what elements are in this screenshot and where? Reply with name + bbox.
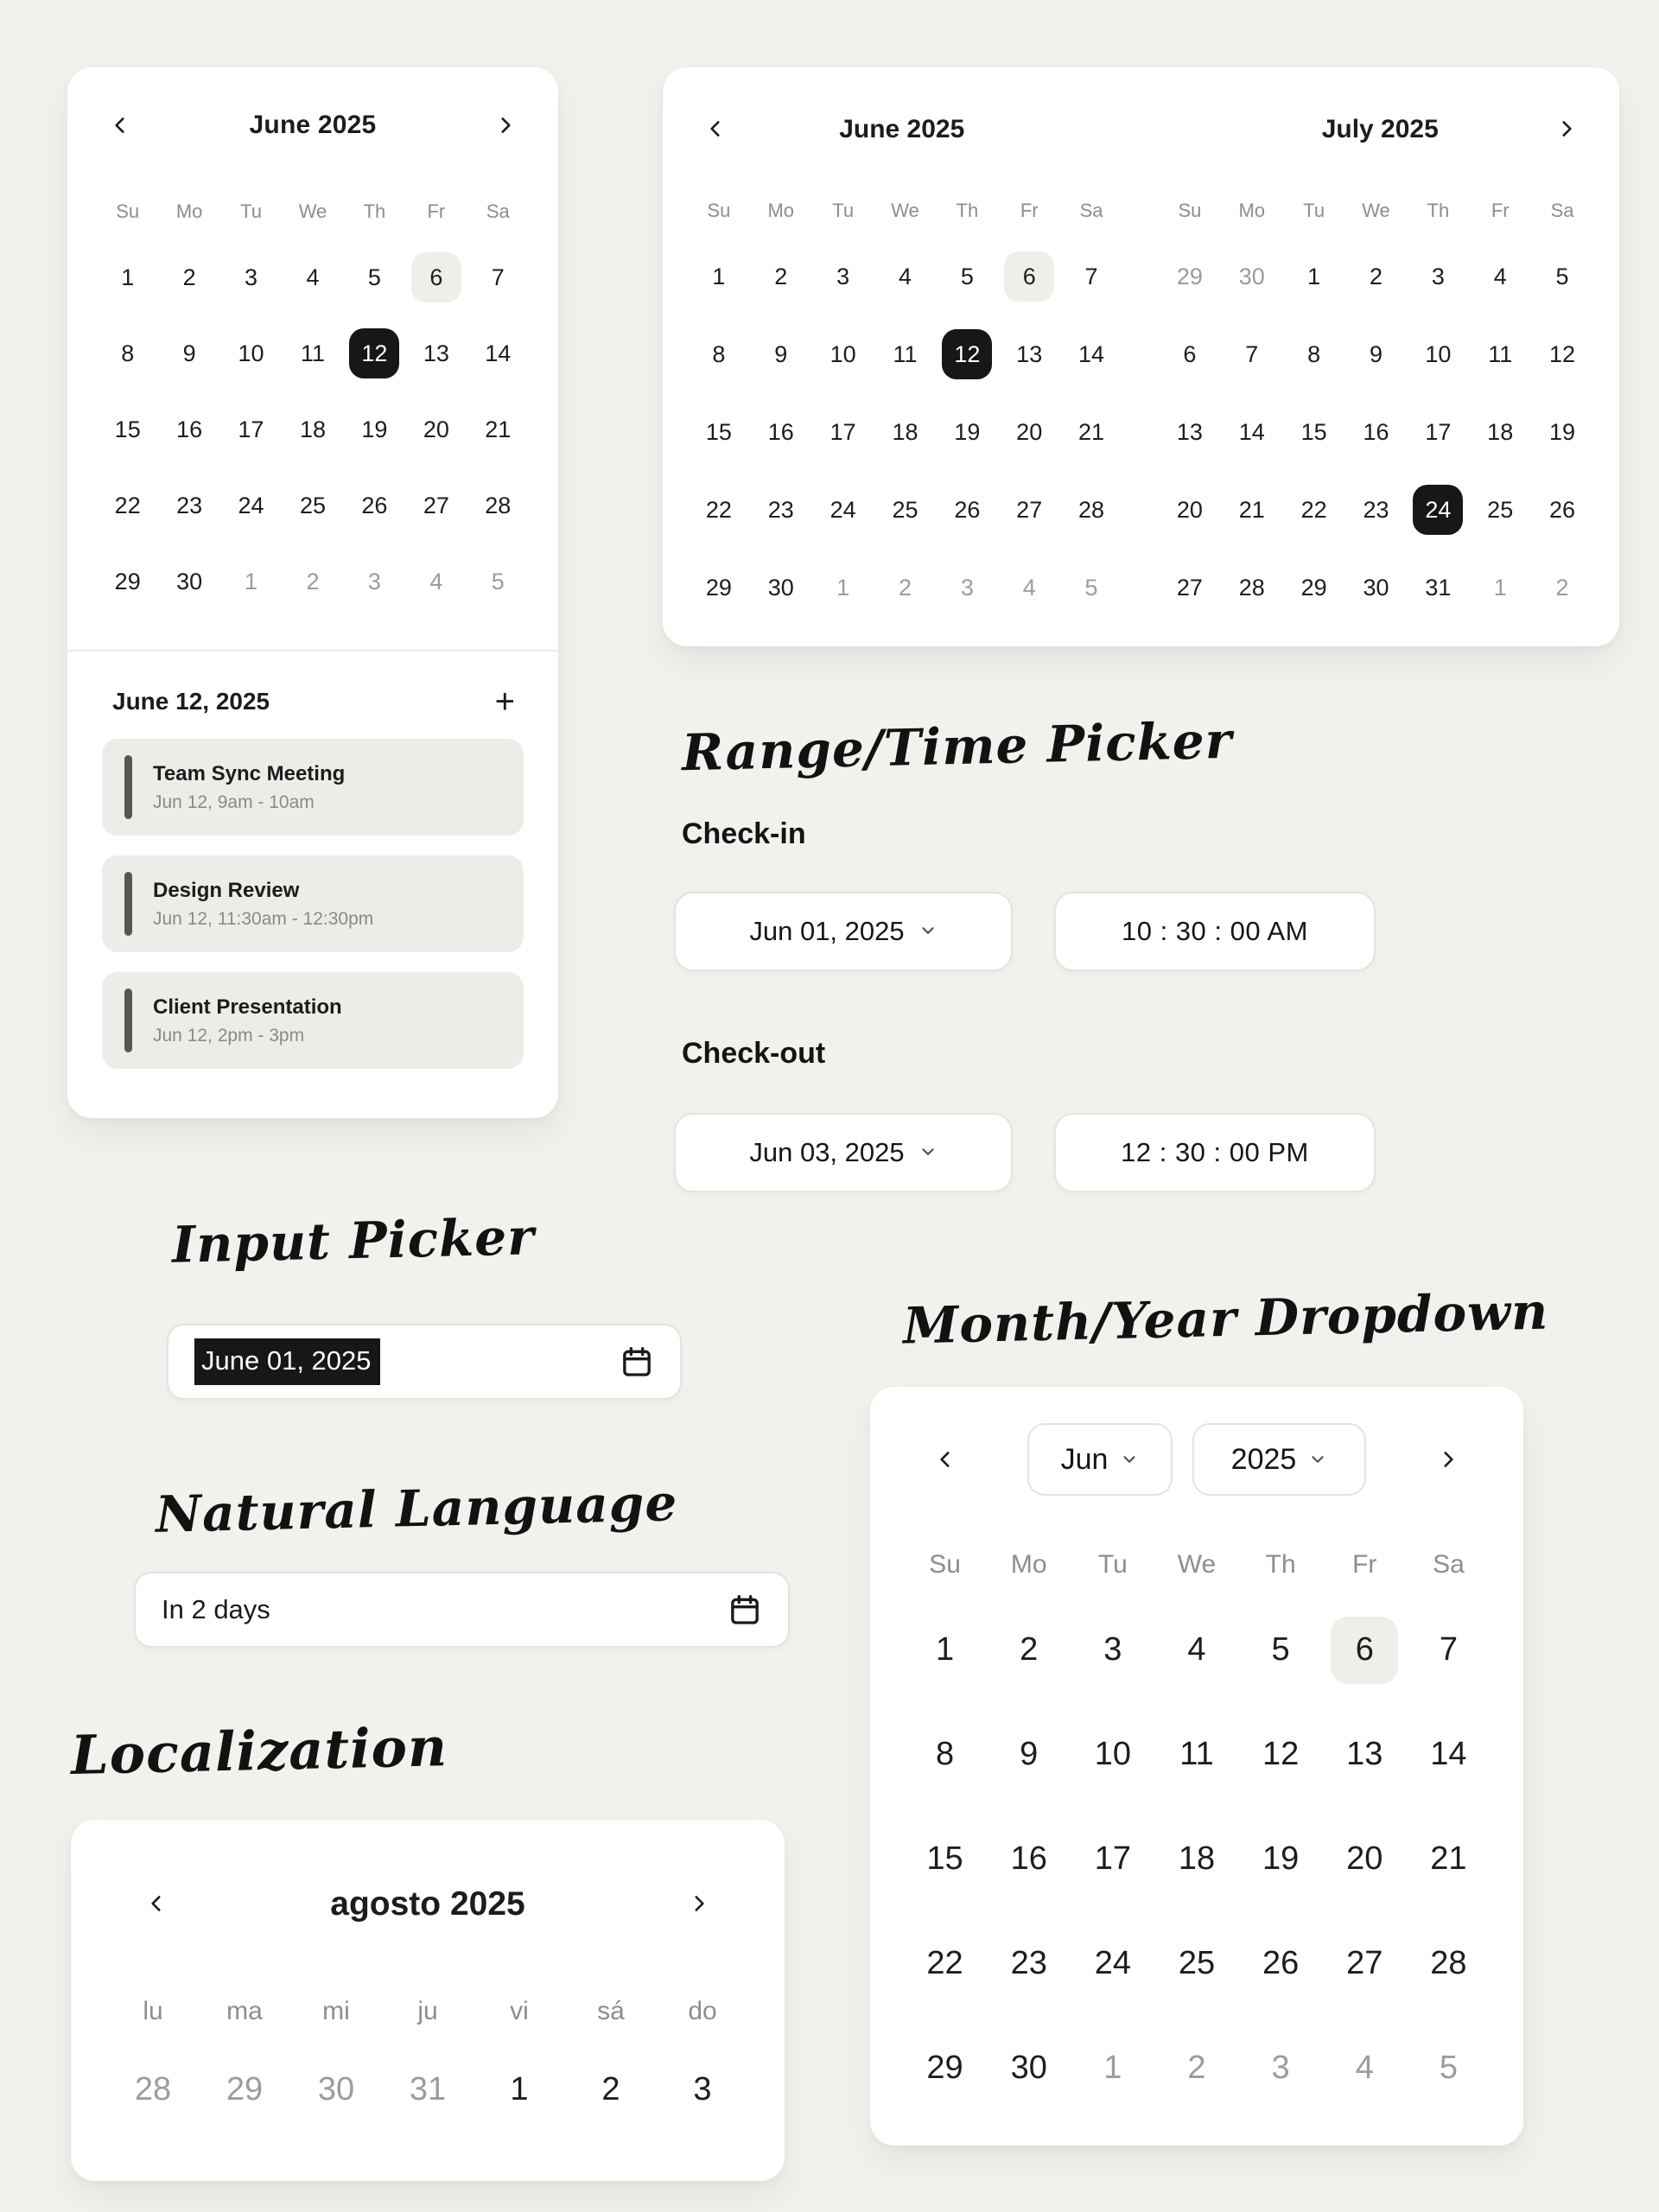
day-cell[interactable]: 22 bbox=[926, 1945, 963, 1981]
day-cell[interactable]: 8 bbox=[121, 340, 135, 366]
day-cell[interactable]: 13 bbox=[1016, 340, 1043, 367]
day-cell[interactable]: 28 bbox=[1430, 1945, 1467, 1981]
day-cell[interactable]: 1 bbox=[1493, 574, 1507, 601]
weekday-row bbox=[97, 193, 529, 231]
day-cell[interactable]: 14 bbox=[1078, 340, 1105, 367]
day-cell[interactable]: 29 bbox=[1300, 574, 1327, 601]
day-cell[interactable]: 17 bbox=[830, 418, 856, 445]
day-cell[interactable]: 14 bbox=[485, 340, 512, 366]
year-select[interactable] bbox=[1192, 1423, 1366, 1496]
day-cell[interactable]: 2 bbox=[1369, 263, 1382, 289]
year-select-value: 2025 bbox=[1230, 1442, 1297, 1476]
day-cell[interactable]: 1 bbox=[121, 264, 135, 290]
chevron-down-icon bbox=[1120, 1443, 1139, 1477]
day-cell[interactable]: 28 bbox=[1238, 574, 1265, 601]
day-cell[interactable]: 2 bbox=[898, 574, 912, 601]
month-grid-july bbox=[1159, 192, 1593, 626]
day-cell[interactable]: 13 bbox=[423, 340, 449, 366]
day-cell[interactable]: 29 bbox=[226, 2070, 264, 2107]
day-cell[interactable]: 1 bbox=[836, 574, 850, 601]
weekday-label: Tu bbox=[1097, 1550, 1128, 1579]
day-cell[interactable]: 8 bbox=[935, 1736, 955, 1772]
day-cell[interactable]: 18 bbox=[299, 416, 326, 442]
day-cell-today[interactable]: 6 bbox=[1004, 251, 1054, 302]
day-cell[interactable]: 27 bbox=[1016, 496, 1043, 523]
weekday-row bbox=[688, 192, 1122, 230]
day-cell[interactable]: 2 bbox=[1555, 574, 1569, 601]
weekday-label: Sa bbox=[1433, 1550, 1465, 1579]
day-cell[interactable]: 20 bbox=[1016, 418, 1043, 445]
month-title: July 2025 bbox=[1321, 115, 1439, 143]
range-calendar-card bbox=[663, 67, 1619, 646]
events-date-label: June 12, 2025 bbox=[112, 688, 270, 715]
day-cell[interactable]: 5 bbox=[367, 264, 381, 290]
day-cell[interactable]: 30 bbox=[1010, 2050, 1047, 2086]
day-cell[interactable]: 25 bbox=[1487, 496, 1514, 523]
weekday-label: Th bbox=[363, 200, 386, 222]
day-cell[interactable]: 14 bbox=[1238, 418, 1265, 445]
event-item[interactable] bbox=[102, 972, 524, 1069]
day-cell[interactable]: 3 bbox=[1271, 2050, 1290, 2086]
day-cell[interactable]: 5 bbox=[1555, 263, 1569, 289]
weekday-label: Sa bbox=[1550, 200, 1574, 221]
weekday-label: We bbox=[1362, 200, 1390, 221]
day-cell[interactable]: 9 bbox=[182, 340, 196, 366]
day-cell[interactable]: 29 bbox=[926, 2050, 963, 2086]
input-text: In 2 days bbox=[162, 1594, 270, 1624]
day-cell[interactable]: 15 bbox=[1300, 418, 1327, 445]
weekday-row bbox=[107, 1986, 748, 2037]
day-cell[interactable]: 5 bbox=[1271, 1631, 1290, 1668]
day-cell[interactable]: 18 bbox=[892, 418, 918, 445]
date-input[interactable] bbox=[167, 1324, 682, 1400]
weekday-label: Su bbox=[929, 1550, 961, 1579]
localized-calendar-card bbox=[71, 1820, 785, 2181]
day-cell[interactable]: 25 bbox=[299, 492, 326, 518]
day-cell[interactable]: 7 bbox=[1245, 340, 1259, 367]
day-cell[interactable]: 21 bbox=[485, 416, 512, 442]
weekday-label: Fr bbox=[1352, 1550, 1377, 1579]
day-cell[interactable]: 30 bbox=[176, 568, 203, 594]
weekday-label: Su bbox=[1178, 200, 1202, 221]
day-cell[interactable]: 28 bbox=[485, 492, 512, 518]
day-cell[interactable]: 11 bbox=[1488, 340, 1513, 367]
day-cell[interactable]: 15 bbox=[114, 416, 141, 442]
events-panel bbox=[67, 650, 558, 1069]
day-cell[interactable]: 28 bbox=[134, 2070, 172, 2107]
weekday-label: Tu bbox=[240, 200, 262, 222]
event-item[interactable] bbox=[102, 855, 524, 952]
event-color-bar bbox=[124, 872, 132, 936]
weekday-label: Th bbox=[1427, 200, 1450, 221]
day-cell[interactable]: 19 bbox=[1549, 418, 1576, 445]
day-cell[interactable]: 3 bbox=[693, 2070, 712, 2107]
day-cell[interactable]: 7 bbox=[1439, 1631, 1458, 1668]
day-cell[interactable]: 11 bbox=[893, 340, 918, 367]
add-event-button[interactable]: + bbox=[494, 683, 515, 721]
day-cell[interactable]: 22 bbox=[705, 496, 732, 523]
weekday-row bbox=[903, 1541, 1491, 1589]
day-cell-today[interactable]: 6 bbox=[411, 252, 461, 302]
day-cell[interactable]: 7 bbox=[491, 264, 505, 290]
day-cell[interactable]: 24 bbox=[238, 492, 264, 518]
day-cell[interactable]: 30 bbox=[767, 574, 794, 601]
chevron-left-icon[interactable] bbox=[105, 111, 135, 140]
day-cell-selected[interactable]: 12 bbox=[349, 328, 399, 378]
weekday-label: Mo bbox=[175, 200, 203, 222]
basic-calendar-card bbox=[67, 67, 558, 1118]
weekday-label: Th bbox=[956, 200, 979, 221]
day-cell[interactable]: 8 bbox=[712, 340, 726, 367]
event-item[interactable] bbox=[102, 739, 524, 836]
month-title: June 2025 bbox=[249, 111, 377, 139]
day-cell[interactable]: 10 bbox=[238, 340, 264, 366]
day-cell[interactable]: 23 bbox=[176, 492, 203, 518]
day-cell[interactable]: 3 bbox=[367, 568, 381, 594]
day-cell[interactable]: 26 bbox=[954, 496, 981, 523]
day-cell[interactable]: 12 bbox=[1549, 340, 1576, 367]
day-cell[interactable]: 26 bbox=[1262, 1945, 1300, 1981]
day-cell[interactable]: 1 bbox=[935, 1631, 955, 1668]
day-cell[interactable]: 30 bbox=[1238, 263, 1265, 289]
day-cell[interactable]: 31 bbox=[409, 2070, 447, 2107]
day-cell[interactable]: 1 bbox=[1307, 263, 1321, 289]
day-cell[interactable]: 5 bbox=[1439, 2050, 1458, 2086]
weekday-label: Su bbox=[116, 200, 140, 222]
day-cell[interactable]: 24 bbox=[1094, 1945, 1131, 1981]
checkin-time-field[interactable] bbox=[1054, 892, 1376, 971]
day-cell[interactable]: 4 bbox=[429, 568, 443, 594]
day-cell[interactable]: 16 bbox=[176, 416, 203, 442]
day-cell[interactable]: 5 bbox=[960, 263, 974, 289]
day-cell[interactable]: 25 bbox=[892, 496, 918, 523]
day-cell[interactable]: 14 bbox=[1430, 1736, 1467, 1772]
month-select[interactable] bbox=[1027, 1423, 1173, 1496]
weekday-label: Su bbox=[707, 200, 731, 221]
chevron-down-icon bbox=[1308, 1443, 1327, 1477]
weekday-label: vi bbox=[510, 1997, 529, 2025]
calendar-controls bbox=[870, 1423, 1523, 1496]
weekday-label: We bbox=[891, 200, 919, 221]
month-title: June 2025 bbox=[839, 115, 965, 143]
day-cell[interactable]: 20 bbox=[1346, 1840, 1383, 1877]
day-cell[interactable]: 27 bbox=[1176, 574, 1203, 601]
day-cell-today[interactable]: 6 bbox=[1331, 1617, 1398, 1684]
day-cell[interactable]: 10 bbox=[1094, 1736, 1131, 1772]
weekday-row bbox=[1159, 192, 1593, 230]
weekday-label: Tu bbox=[1303, 200, 1325, 221]
chevron-left-icon[interactable] bbox=[931, 1445, 960, 1474]
day-cell[interactable]: 15 bbox=[705, 418, 732, 445]
day-cell[interactable]: 23 bbox=[767, 496, 794, 523]
day-cell[interactable]: 1 bbox=[510, 2070, 529, 2107]
weekday-label: Th bbox=[1265, 1550, 1296, 1579]
month-select-value: Jun bbox=[1060, 1442, 1109, 1476]
weekday-label: do bbox=[688, 1997, 717, 2025]
day-cell[interactable]: 31 bbox=[1425, 574, 1452, 601]
natural-language-input[interactable] bbox=[134, 1572, 790, 1648]
day-cell[interactable]: 15 bbox=[926, 1840, 963, 1877]
checkin-label: Check-in bbox=[682, 817, 806, 850]
day-grid bbox=[97, 239, 529, 620]
weekday-label: Sa bbox=[1079, 200, 1103, 221]
weekday-label: sá bbox=[597, 1997, 625, 2025]
day-cell[interactable]: 10 bbox=[1425, 340, 1452, 367]
day-cell[interactable]: 30 bbox=[1363, 574, 1389, 601]
calendar-icon[interactable] bbox=[728, 1592, 762, 1627]
day-cell[interactable]: 4 bbox=[898, 263, 912, 289]
day-cell[interactable]: 29 bbox=[114, 568, 141, 594]
day-cell[interactable]: 4 bbox=[1493, 263, 1507, 289]
day-grid bbox=[903, 1598, 1491, 2120]
weekday-label: Fr bbox=[1491, 200, 1510, 221]
day-cell[interactable]: 9 bbox=[1369, 340, 1382, 367]
section-heading-range-time: Range/Time Picker bbox=[681, 710, 1233, 783]
chevron-right-icon[interactable] bbox=[1433, 1445, 1463, 1474]
weekday-label: ma bbox=[226, 1997, 263, 2025]
checkout-label: Check-out bbox=[682, 1037, 826, 1070]
day-cell[interactable]: 2 bbox=[1187, 2050, 1206, 2086]
day-cell[interactable]: 23 bbox=[1010, 1945, 1047, 1981]
chevron-left-icon[interactable] bbox=[142, 1889, 171, 1918]
month-title: agosto 2025 bbox=[330, 1885, 525, 1923]
chevron-right-icon[interactable] bbox=[491, 111, 520, 140]
day-cell[interactable]: 30 bbox=[317, 2070, 355, 2107]
event-time: Jun 12, 2pm - 3pm bbox=[153, 1025, 305, 1046]
day-cell[interactable]: 23 bbox=[1363, 496, 1389, 523]
checkout-date-dropdown[interactable] bbox=[674, 1113, 1013, 1192]
chevron-down-icon bbox=[918, 916, 938, 947]
selected-input-text: June 01, 2025 bbox=[194, 1338, 380, 1385]
weekday-label: We bbox=[1177, 1550, 1217, 1579]
event-color-bar bbox=[124, 755, 132, 819]
day-cell[interactable]: 20 bbox=[423, 416, 449, 442]
weekday-label: We bbox=[298, 200, 327, 222]
day-cell[interactable]: 2 bbox=[182, 264, 196, 290]
range-calendar-header bbox=[663, 90, 1619, 169]
day-cell[interactable]: 3 bbox=[245, 264, 258, 290]
day-cell[interactable]: 3 bbox=[836, 263, 850, 289]
calendar-icon[interactable] bbox=[620, 1344, 654, 1379]
day-cell[interactable]: 13 bbox=[1176, 418, 1203, 445]
day-cell[interactable]: 2 bbox=[306, 568, 320, 594]
day-cell[interactable]: 16 bbox=[1363, 418, 1389, 445]
day-cell[interactable]: 17 bbox=[1425, 418, 1452, 445]
day-cell[interactable]: 17 bbox=[238, 416, 264, 442]
day-cell[interactable]: 11 bbox=[300, 340, 325, 366]
day-cell[interactable]: 3 bbox=[960, 574, 974, 601]
day-cell[interactable]: 2 bbox=[1020, 1631, 1039, 1668]
day-cell[interactable]: 20 bbox=[1176, 496, 1203, 523]
day-cell[interactable]: 2 bbox=[774, 263, 788, 289]
checkout-time-field[interactable] bbox=[1054, 1113, 1376, 1192]
day-cell[interactable]: 17 bbox=[1094, 1840, 1131, 1877]
day-cell[interactable]: 16 bbox=[1010, 1840, 1047, 1877]
day-cell[interactable]: 5 bbox=[1084, 574, 1098, 601]
day-cell[interactable]: 26 bbox=[1549, 496, 1576, 523]
day-cell[interactable]: 21 bbox=[1430, 1840, 1467, 1877]
event-time: Jun 12, 9am - 10am bbox=[153, 791, 315, 812]
day-cell[interactable]: 9 bbox=[774, 340, 788, 367]
day-cell[interactable]: 3 bbox=[1431, 263, 1445, 289]
checkout-time-value: 12 : 30 : 00 PM bbox=[1121, 1137, 1309, 1167]
day-cell[interactable]: 29 bbox=[705, 574, 732, 601]
event-title: Design Review bbox=[153, 878, 300, 902]
chevron-right-icon[interactable] bbox=[1552, 114, 1581, 143]
calendar-header bbox=[71, 1865, 785, 1944]
day-cell[interactable]: 21 bbox=[1078, 418, 1105, 445]
section-heading-localization: Localization bbox=[70, 1715, 448, 1787]
day-grid bbox=[107, 2044, 748, 2134]
weekday-label: mi bbox=[322, 1997, 350, 2025]
chevron-down-icon bbox=[918, 1137, 938, 1168]
day-cell[interactable]: 9 bbox=[1020, 1736, 1039, 1772]
day-cell[interactable]: 28 bbox=[1078, 496, 1105, 523]
checkin-time-value: 10 : 30 : 00 AM bbox=[1121, 916, 1309, 946]
event-color-bar bbox=[124, 988, 132, 1052]
day-cell[interactable]: 4 bbox=[1355, 2050, 1374, 2086]
chevron-right-icon[interactable] bbox=[684, 1889, 714, 1918]
day-cell[interactable]: 18 bbox=[1178, 1840, 1216, 1877]
section-heading-input-picker: Input Picker bbox=[171, 1207, 536, 1274]
day-cell[interactable]: 22 bbox=[114, 492, 141, 518]
day-grid bbox=[688, 238, 1122, 626]
day-cell[interactable]: 25 bbox=[1178, 1945, 1216, 1981]
event-time: Jun 12, 11:30am - 12:30pm bbox=[153, 908, 374, 929]
day-cell[interactable]: 4 bbox=[1187, 1631, 1206, 1668]
day-cell[interactable]: 1 bbox=[712, 263, 726, 289]
section-heading-month-year: Month/Year Dropdown bbox=[902, 1281, 1549, 1356]
day-cell[interactable]: 8 bbox=[1307, 340, 1321, 367]
day-cell[interactable]: 1 bbox=[245, 568, 258, 594]
day-cell[interactable]: 26 bbox=[361, 492, 388, 518]
day-cell[interactable]: 18 bbox=[1487, 418, 1514, 445]
day-cell[interactable]: 29 bbox=[1176, 263, 1203, 289]
day-cell[interactable]: 10 bbox=[830, 340, 856, 367]
weekday-label: Fr bbox=[1020, 200, 1039, 221]
weekday-label: ju bbox=[417, 1997, 438, 2025]
month-year-calendar-card bbox=[870, 1387, 1523, 2145]
day-cell[interactable]: 27 bbox=[1346, 1945, 1383, 1981]
day-cell[interactable]: 11 bbox=[1179, 1736, 1214, 1772]
month-grid-june bbox=[688, 192, 1122, 626]
day-cell[interactable]: 7 bbox=[1084, 263, 1098, 289]
day-cell[interactable]: 13 bbox=[1346, 1736, 1383, 1772]
weekday-label: Mo bbox=[1010, 1550, 1047, 1579]
checkout-date-value: Jun 03, 2025 bbox=[749, 1137, 905, 1167]
day-cell[interactable]: 12 bbox=[1262, 1736, 1300, 1772]
day-grid bbox=[1159, 238, 1593, 626]
day-cell[interactable]: 1 bbox=[1103, 2050, 1122, 2086]
calendar-header bbox=[67, 86, 558, 164]
weekday-label: Mo bbox=[1238, 200, 1266, 221]
day-cell[interactable]: 6 bbox=[1183, 340, 1197, 367]
weekday-label: Mo bbox=[767, 200, 795, 221]
day-cell[interactable]: 19 bbox=[361, 416, 388, 442]
day-cell-selected[interactable]: 24 bbox=[1413, 485, 1463, 535]
day-cell[interactable]: 3 bbox=[1103, 1631, 1122, 1668]
day-cell[interactable]: 19 bbox=[1262, 1840, 1300, 1877]
day-cell[interactable]: 4 bbox=[306, 264, 320, 290]
weekday-label: Sa bbox=[486, 200, 510, 222]
day-cell[interactable]: 24 bbox=[830, 496, 856, 523]
day-cell[interactable]: 16 bbox=[767, 418, 794, 445]
checkin-date-value: Jun 01, 2025 bbox=[749, 916, 905, 946]
event-title: Team Sync Meeting bbox=[153, 761, 346, 785]
section-heading-natural-language: Natural Language bbox=[155, 1473, 678, 1544]
weekday-label: Tu bbox=[832, 200, 855, 221]
day-cell[interactable]: 2 bbox=[601, 2070, 620, 2107]
weekday-label: lu bbox=[143, 1997, 163, 2025]
day-cell[interactable]: 21 bbox=[1238, 496, 1265, 523]
day-cell-selected[interactable]: 12 bbox=[942, 329, 992, 379]
day-cell[interactable]: 27 bbox=[423, 492, 449, 518]
day-cell[interactable]: 5 bbox=[491, 568, 505, 594]
weekday-label: Fr bbox=[427, 200, 446, 222]
checkin-date-dropdown[interactable] bbox=[674, 892, 1013, 971]
event-title: Client Presentation bbox=[153, 995, 342, 1019]
day-cell[interactable]: 19 bbox=[954, 418, 981, 445]
day-cell[interactable]: 4 bbox=[1022, 574, 1036, 601]
day-cell[interactable]: 22 bbox=[1300, 496, 1327, 523]
